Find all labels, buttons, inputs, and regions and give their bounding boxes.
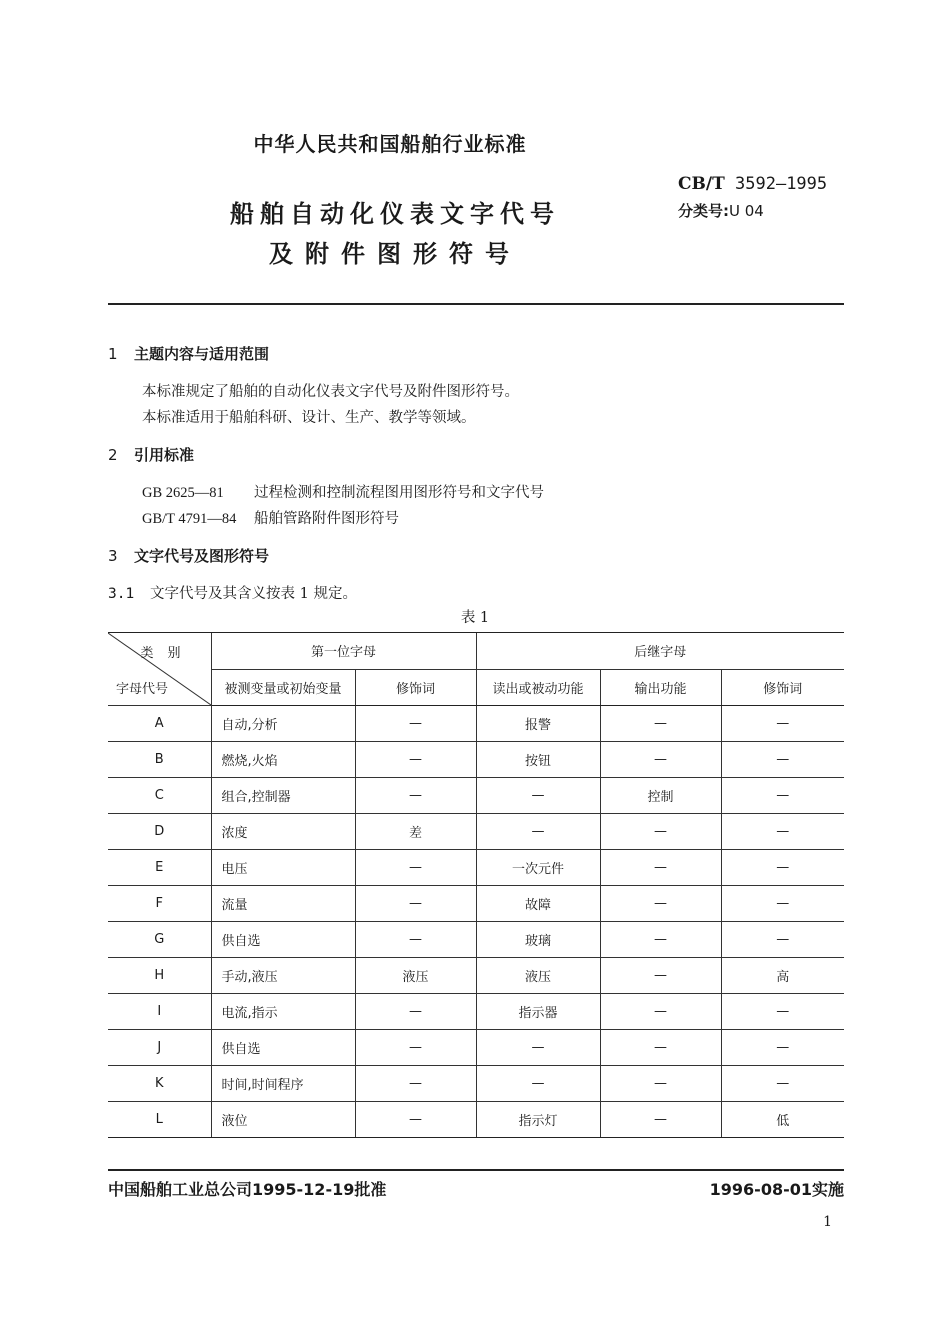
variable-cell: 供自选	[211, 1030, 355, 1066]
modifier-cell: —	[355, 886, 476, 922]
variable-cell: 组合,控制器	[211, 778, 355, 814]
readout-cell: —	[476, 814, 600, 850]
letter-code-cell: E	[108, 850, 211, 886]
modifier-cell: —	[721, 706, 844, 742]
modifier-cell: —	[721, 994, 844, 1030]
column-header: 修饰词	[721, 669, 844, 706]
variable-cell: 手动,液压	[211, 958, 355, 994]
modifier-cell: —	[355, 922, 476, 958]
reference-title: 船舶管路附件图形符号	[254, 511, 399, 527]
readout-cell: 液压	[476, 958, 600, 994]
modifier-cell: 液压	[355, 958, 476, 994]
table-row	[108, 994, 844, 1030]
classification-label: 分类号:	[678, 202, 729, 220]
letter-code-cell: C	[108, 778, 211, 814]
readout-cell: 报警	[476, 706, 600, 742]
org-standard-heading: 中华人民共和国船舶行业标准	[253, 132, 527, 156]
output-cell: —	[600, 706, 721, 742]
variable-cell: 供自选	[211, 922, 355, 958]
footer-divider	[108, 1169, 844, 1171]
letter-code-cell: L	[108, 1102, 211, 1138]
table-row	[108, 814, 844, 850]
output-cell: —	[600, 1066, 721, 1102]
corner-letter-label: 字母代号	[116, 682, 169, 697]
variable-cell: 电流,指示	[211, 994, 355, 1030]
document-title-line1: 船舶自动化仪表文字代号	[230, 200, 560, 228]
implementation-date: 1996-08-01实施	[709, 1180, 844, 1199]
variable-cell: 自动,分析	[211, 706, 355, 742]
variable-cell: 电压	[211, 850, 355, 886]
page-number: 1	[823, 1214, 832, 1230]
readout-cell: 一次元件	[476, 850, 600, 886]
modifier-cell: —	[355, 778, 476, 814]
standard-number: 3592—1995	[735, 174, 828, 194]
table-row	[108, 886, 844, 922]
header-divider	[108, 303, 844, 305]
output-cell: —	[600, 814, 721, 850]
section-number: 3	[108, 547, 118, 565]
modifier-cell: —	[721, 850, 844, 886]
readout-cell: —	[476, 778, 600, 814]
letter-code-cell: G	[108, 922, 211, 958]
table-caption: 表 1	[460, 610, 490, 626]
letter-code-cell: I	[108, 994, 211, 1030]
variable-cell: 液位	[211, 1102, 355, 1138]
section-title: 文字代号及图形符号	[134, 547, 270, 565]
column-header: 输出功能	[600, 669, 721, 706]
section-number: 2	[108, 446, 118, 464]
variable-cell: 流量	[211, 886, 355, 922]
variable-cell: 时间,时间程序	[211, 1066, 355, 1102]
output-cell: —	[600, 742, 721, 778]
letter-code-cell: B	[108, 742, 211, 778]
modifier-cell: —	[355, 1102, 476, 1138]
table-row	[108, 850, 844, 886]
approval-note: 中国船舶工业总公司1995-12-19批准	[108, 1180, 387, 1199]
section-title: 引用标准	[134, 446, 195, 464]
letter-code-cell: A	[108, 706, 211, 742]
section-title: 主题内容与适用范围	[134, 345, 270, 363]
table-row	[108, 778, 844, 814]
variable-cell: 浓度	[211, 814, 355, 850]
modifier-cell: 高	[721, 958, 844, 994]
readout-cell: 玻璃	[476, 922, 600, 958]
table-corner-cell	[108, 633, 211, 706]
reference-title: 过程检测和控制流程图用图形符号和文字代号	[254, 485, 544, 501]
table-subheader-row	[108, 669, 844, 706]
column-header: 修饰词	[355, 669, 476, 706]
output-cell: —	[600, 1102, 721, 1138]
readout-cell: —	[476, 1066, 600, 1102]
letter-code-cell: D	[108, 814, 211, 850]
letter-code-cell: F	[108, 886, 211, 922]
reference-code: GB 2625—81	[142, 485, 224, 501]
section-2-heading	[108, 444, 194, 465]
table-row	[108, 922, 844, 958]
section-number: 1	[108, 345, 118, 363]
classification-number	[678, 200, 764, 221]
modifier-cell: —	[355, 1030, 476, 1066]
table-row	[108, 1066, 844, 1102]
subsection-3-1	[108, 582, 357, 603]
readout-cell: 指示灯	[476, 1102, 600, 1138]
standard-code	[678, 174, 827, 194]
letter-code-table	[108, 632, 844, 1138]
classification-value: U 04	[729, 202, 764, 220]
modifier-cell: —	[355, 850, 476, 886]
reference-item	[142, 481, 544, 502]
readout-cell: 故障	[476, 886, 600, 922]
modifier-cell: —	[355, 742, 476, 778]
modifier-cell: —	[721, 1066, 844, 1102]
section-1-heading	[108, 343, 269, 364]
table-row	[108, 1102, 844, 1138]
table-header-row	[108, 633, 844, 670]
subsection-text: 文字代号及其含义按表 1 规定。	[150, 586, 357, 602]
corner-category-label: 类别	[140, 646, 195, 661]
readout-cell: —	[476, 1030, 600, 1066]
section-3-heading	[108, 545, 269, 566]
output-cell: —	[600, 886, 721, 922]
column-header: 被测变量或初始变量	[211, 669, 355, 706]
section-1-paragraph-2: 本标准适用于船舶科研、设计、生产、教学等领域。	[142, 410, 476, 426]
modifier-cell: —	[355, 706, 476, 742]
modifier-cell: —	[355, 994, 476, 1030]
letter-code-cell: J	[108, 1030, 211, 1066]
readout-cell: 按钮	[476, 742, 600, 778]
reference-item	[142, 507, 399, 528]
modifier-cell: —	[721, 922, 844, 958]
section-1-paragraph-1: 本标准规定了船舶的自动化仪表文字代号及附件图形符号。	[142, 384, 519, 400]
table-row	[108, 1030, 844, 1066]
readout-cell: 指示器	[476, 994, 600, 1030]
table-row	[108, 706, 844, 742]
table-row	[108, 742, 844, 778]
group-subsequent-letter: 后继字母	[476, 633, 844, 670]
group-first-letter: 第一位字母	[211, 633, 476, 670]
letter-code-cell: H	[108, 958, 211, 994]
modifier-cell: —	[721, 742, 844, 778]
output-cell: 控制	[600, 778, 721, 814]
reference-code: GB/T 4791—84	[142, 511, 237, 527]
modifier-cell: 差	[355, 814, 476, 850]
modifier-cell: —	[721, 886, 844, 922]
modifier-cell: —	[355, 1066, 476, 1102]
standard-prefix: CB/T	[678, 174, 725, 194]
output-cell: —	[600, 922, 721, 958]
table-row	[108, 958, 844, 994]
modifier-cell: 低	[721, 1102, 844, 1138]
subsection-number: 3.1	[108, 586, 135, 602]
output-cell: —	[600, 994, 721, 1030]
output-cell: —	[600, 850, 721, 886]
modifier-cell: —	[721, 814, 844, 850]
column-header: 读出或被动功能	[476, 669, 600, 706]
output-cell: —	[600, 1030, 721, 1066]
modifier-cell: —	[721, 1030, 844, 1066]
document-title-line2: 及附件图形符号	[269, 240, 521, 268]
letter-code-cell: K	[108, 1066, 211, 1102]
variable-cell: 燃烧,火焰	[211, 742, 355, 778]
output-cell: —	[600, 958, 721, 994]
modifier-cell: —	[721, 778, 844, 814]
